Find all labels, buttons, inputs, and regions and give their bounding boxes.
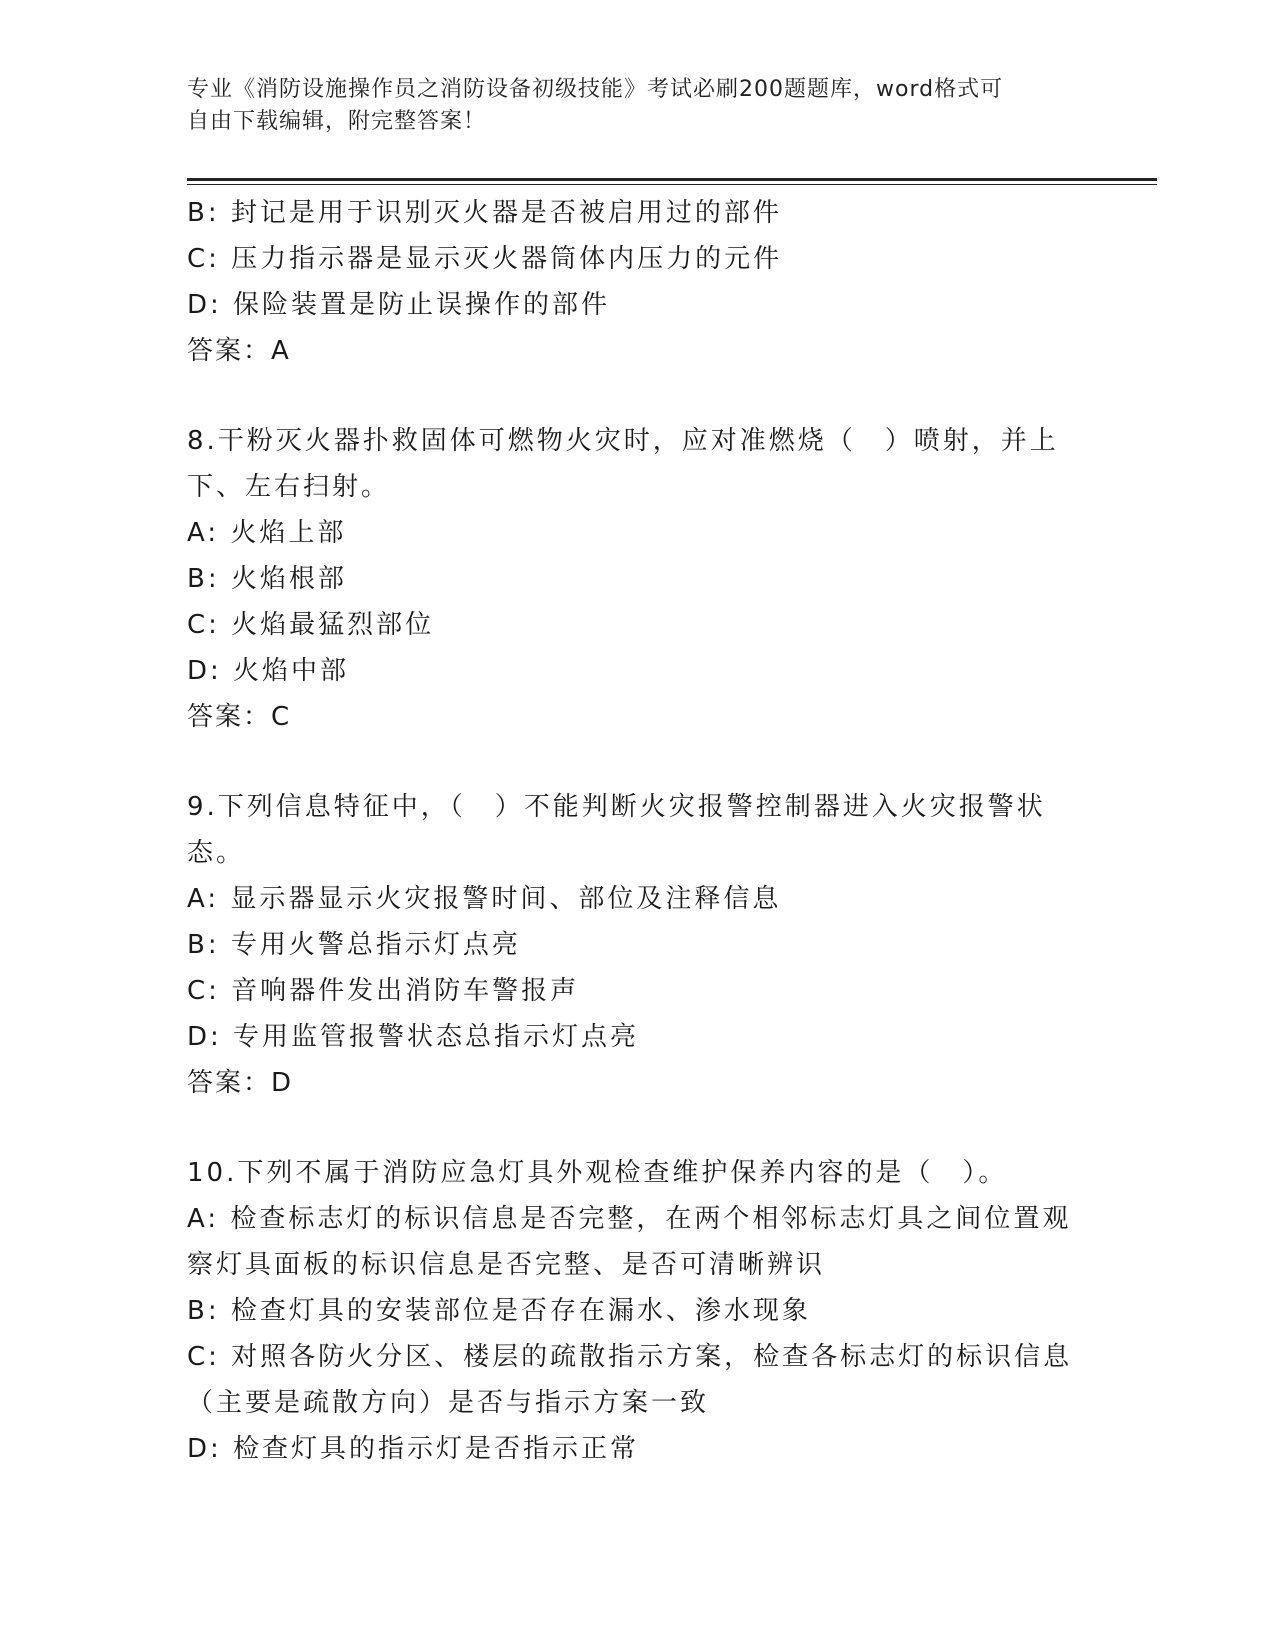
option-a: A: 显示器显示火灾报警时间、部位及注释信息 <box>187 884 782 914</box>
question-stem-continued: 下、左右扫射。 <box>187 472 391 502</box>
option-d: D: 火焰中部 <box>187 656 350 686</box>
option-d: D: 保险装置是防止误操作的部件 <box>187 290 611 320</box>
option-d: D: 检查灯具的指示灯是否指示正常 <box>187 1434 640 1464</box>
header-divider-thick <box>187 178 1157 181</box>
option-c: C: 对照各防火分区、楼层的疏散指示方案，检查各标志灯的标识信息 <box>187 1342 1073 1372</box>
answer-label: 答案：A <box>187 336 291 366</box>
option-b: B: 火焰根部 <box>187 564 347 594</box>
option-c: C: 音响器件发出消防车警报声 <box>187 976 580 1006</box>
header-line-2: 自由下载编辑，附完整答案！ <box>187 109 487 134</box>
option-a: A: 火焰上部 <box>187 518 347 548</box>
option-a: A: 检查标志灯的标识信息是否完整，在两个相邻标志灯具之间位置观 <box>187 1204 1072 1234</box>
option-d: D: 专用监管报警状态总指示灯点亮 <box>187 1022 640 1052</box>
question-stem: 9.下列信息特征中，（ ）不能判断火灾报警控制器进入火灾报警状 <box>187 792 1046 822</box>
header-divider-thin <box>187 184 1157 185</box>
question-stem: 8.干粉灭火器扑救固体可燃物火灾时，应对准燃烧（ ）喷射，并上 <box>187 426 1059 456</box>
option-a-continued: 察灯具面板的标识信息是否完整、是否可清晰辨识 <box>187 1250 826 1280</box>
answer-label: 答案：C <box>187 702 292 732</box>
option-b: B: 封记是用于识别灭火器是否被启用过的部件 <box>187 198 782 228</box>
answer-label: 答案：D <box>187 1068 294 1098</box>
header-line-1: 专业《消防设施操作员之消防设备初级技能》考试必刷200题题库，word格式可 <box>187 77 1004 102</box>
question-stem: 10.下列不属于消防应急灯具外观检查维护保养内容的是（ ）。 <box>187 1158 1008 1188</box>
option-b: B: 检查灯具的安装部位是否存在漏水、渗水现象 <box>187 1296 811 1326</box>
question-content <box>187 190 1087 1472</box>
option-b: B: 专用火警总指示灯点亮 <box>187 930 521 960</box>
page-header <box>187 74 1067 138</box>
option-c-continued: （主要是疏散方向）是否与指示方案一致 <box>187 1388 710 1418</box>
option-c: C: 火焰最猛烈部位 <box>187 610 435 640</box>
question-stem-continued: 态。 <box>187 838 246 868</box>
option-c: C: 压力指示器是显示灭火器筒体内压力的元件 <box>187 244 783 274</box>
